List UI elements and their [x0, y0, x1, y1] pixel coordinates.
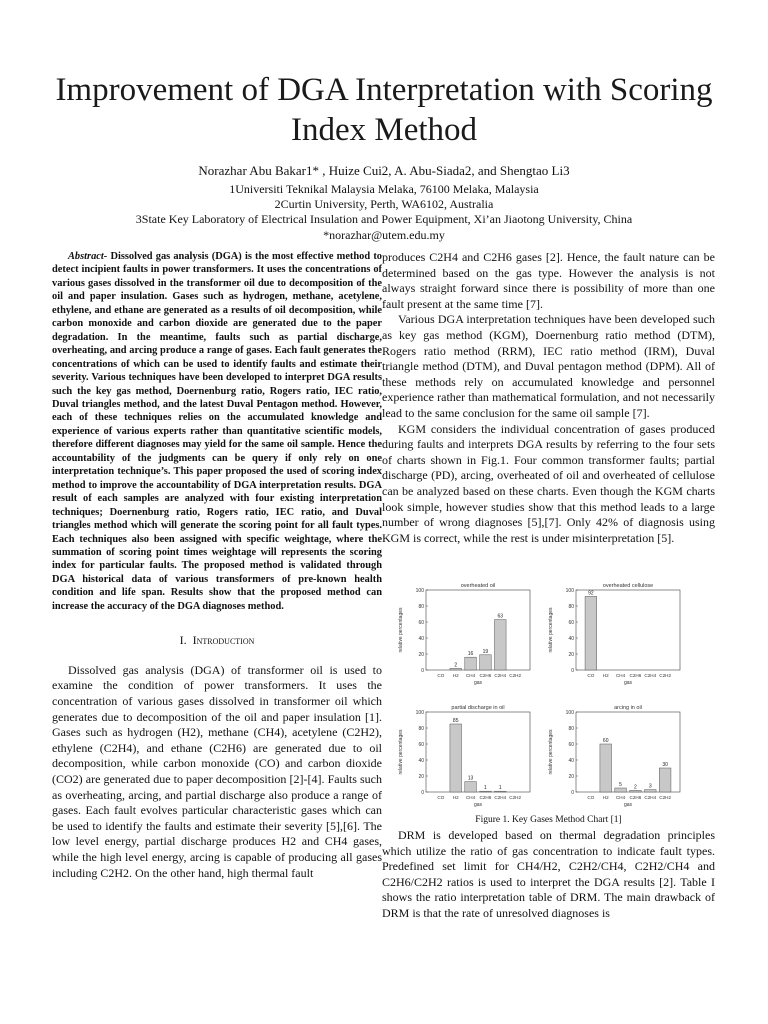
chart-0-bar-C2H6	[480, 655, 492, 670]
chart-1-xtick-label: C2H6	[629, 673, 642, 678]
chart-3-xtick-label: C2H4	[644, 795, 657, 800]
chart-0-ytick-label: 0	[421, 668, 424, 674]
affiliation-3: 3State Key Laboratory of Electrical Insulation and Power Equipment, Xi’an Jiaotong University, China	[135, 212, 633, 226]
chart-2-ytick-label: 80	[418, 726, 424, 732]
title-line-1: Improvement of DGA Interpretation with Scoring	[55, 72, 713, 108]
chart-1-xtick-label: CH4	[615, 673, 626, 678]
chart-0-xlabel: gas	[473, 680, 483, 686]
chart-0-frame	[426, 590, 530, 670]
chart-2-xtick-label: C2H4	[494, 795, 507, 800]
chart-1-ytick-label: 100	[565, 588, 574, 594]
right-paragraph-2: Various DGA interpretation techniques have been developed such as key gas method (KGM), Doernenburg ratio method (DTM), Rogers ratio method (RRM), IEC ratio method (IRM), Duval triangle method (DTM), and Duval pentagon method (DPM). All of these methods rely on accumulated knowledge and personnel experience rather than mathematical formulation, and not necessarily lead to the same conclusion for the same oil sample [7].	[382, 312, 715, 420]
chart-2-bar-H2	[450, 724, 462, 792]
chart-0-bar-H2	[450, 668, 462, 670]
intro-paragraph: Dissolved gas analysis (DGA) of transformer oil is used to examine the condition of power transformers. It uses the concentration of various gases dissolved in transformer oil which generates due to decomposition of the oil and paper insulation [1]. Gases such as hydrogen (H2), methane (CH4), acetylene (C2H2), ethylene (C2H4), and ethane (C2H6) are generated due to oil decomposition, while carbon monoxide (CO) and carbon dioxide (CO2) are generated due to paper decomposition [2]-[4]. Faults such as overheating, arcing, and partial discharge also produce a range of gases. Each fault evolves particular characteristic gases which can be used to identify the faults and estimate their severity [5],[6]. The low level energy, partial discharge produces H2 and CH4 gases, while the high level energy, arcing is capable of producing all gases including C2H2. On the other hand, high thermal fault	[52, 662, 382, 880]
chart-2-ytick-label: 60	[418, 742, 424, 748]
chart-2-title: partial discharge in oil	[451, 705, 505, 711]
chart-2-bar-C2H6	[480, 791, 492, 792]
figure-caption: Figure 1. Key Gases Method Chart [1]	[475, 815, 622, 825]
chart-0-bar-CH4	[465, 657, 477, 670]
chart-0-bar-C2H4	[494, 620, 506, 670]
drm-paragraph	[382, 828, 715, 922]
chart-2-xtick-label: CH4	[465, 795, 476, 800]
chart-1-xtick-label: CO	[587, 673, 595, 678]
chart-0-data-label: 19	[482, 648, 489, 655]
chart-0-xtick-label: C2H2	[509, 673, 522, 678]
chart-2-data-label: 13	[467, 775, 474, 782]
drm-paragraph-text: DRM is developed based on thermal degradation principles which utilize the ratio of gas concentration to indicate fault types. Predefined set limit for CH4/H2, C2H2/CH4, C2H2/CH4 and C2H6/C2H2 ratios is used to interpret the DGA results [2]. Table I shows the ratio interpretation table of DRM. The main drawback of DRM is that the rate of unresolved diagnoses is	[382, 828, 715, 920]
chart-3-ytick-label: 80	[568, 726, 574, 732]
chart-1-ytick-label: 20	[568, 652, 574, 658]
chart-3-xtick-label: CO	[587, 795, 595, 800]
right-paragraph-1: produces C2H4 and C2H6 gases [2]. Hence, the fault nature can be determined based on the gas type. However the analysis is not always straight forward since there is possibility of more than one fault present at the same time [7].	[382, 250, 715, 311]
chart-2-ylabel: relative percentages	[398, 729, 404, 775]
chart-2-xtick-label: C2H6	[479, 795, 492, 800]
paper-title	[40, 70, 728, 150]
chart-1-ytick-label: 80	[568, 604, 574, 610]
affiliation-2: 2Curtin University, Perth, WA6102, Australia	[274, 197, 494, 211]
authors: Norazhar Abu Bakar1* , Huize Cui2, A. Abu-Siada2, and Shengtao Li3	[198, 163, 570, 178]
title-line-2: Index Method	[290, 112, 478, 148]
chart-3-bar-C2H2	[659, 768, 671, 792]
abstract-text: Dissolved gas analysis (DGA) is the most effective method to detect incipient faults in power transformers. It uses the concentrations of various gases dissolved in the transformer oil due to decomposition of the oil and paper insulation. Gases such as hydrogen, methane, acetylene, ethylene, and ethane are generated as a results of oil decomposition, while carbon monoxide and carbon dioxide are generated due to the paper degradation. In the meantime, faults such as partial discharge, overheating, and arcing produce a range of gases. Each fault generates the concentrations of which can be used to identify faults and estimate their severity. Various techniques have been developed to interpret DGA results such the key gas method, Doernenburg ratio, Rogers ratio, IEC ratio, Duval triangles method, and the latest Duval Pentagon method. However, each of these techniques relies on the accumulated knowledge and experience of various experts rather than quantitative scientific models, therefore different diagnoses may yield for the same oil sample. Hence the accountability of the judgments can be query if only rely on one interpretation technique’s. This paper proposed the used of scoring index method to improve the accountability of DGA interpretation results. DGA result of each samples are analyzed with four existing interpretation techniques; Doernenburg ratio, Rogers ratio, IEC ratio, and Duval triangles method which will generate the scoring point for all fault types. Each techniques also been assigned with specific weightage, where the summation of scoring point times weightage will represents the scoring index for particular faults. The proposed method is validated through DGA historical data of various transformers of pre-known health condition and life span. Results show that the proposed method can increase the accuracy of the DGA diagnoses method.	[52, 251, 382, 612]
chart-3-bar-C2H6	[630, 790, 642, 792]
section-title: Introduction	[192, 633, 255, 648]
chart-1-xtick-label: C2H2	[659, 673, 672, 678]
chart-0-ytick-label: 80	[418, 604, 424, 610]
chart-0-xtick-label: C2H6	[479, 673, 492, 678]
chart-2-xtick-label: C2H2	[509, 795, 522, 800]
chart-0-xtick-label: CO	[437, 673, 445, 678]
chart-0-ylabel: relative percentages	[398, 607, 404, 653]
chart-1-xtick-label: H2	[602, 673, 609, 678]
chart-2-ytick-label: 100	[415, 710, 424, 716]
chart-0-ytick-label: 100	[415, 588, 424, 594]
affiliation-1: 1Universiti Teknikal Malaysia Melaka, 76100 Melaka, Malaysia	[229, 182, 539, 196]
chart-3-data-label: 3	[648, 783, 652, 790]
chart-2-ytick-label: 0	[421, 790, 424, 796]
chart-1-ytick-label: 40	[568, 636, 574, 642]
chart-1-bar-CO	[585, 596, 597, 670]
email: *norazhar@utem.edu.my	[323, 228, 445, 242]
chart-1-title: overheated cellulose	[602, 583, 654, 589]
chart-0-xtick-label: H2	[452, 673, 459, 678]
chart-0-title: overheated oil	[460, 583, 496, 589]
key-gases-figure	[392, 578, 692, 813]
chart-3-data-label: 2	[634, 784, 637, 791]
chart-3-title: arcing in oil	[614, 705, 642, 711]
chart-2-xtick-label: CO	[437, 795, 445, 800]
right-paragraph-3: KGM considers the individual concentration of gases produced during faults and interprets DGA results by referring to the four sets of charts shown in Fig.1. Four common transformer faults; partial discharge (PD), arcing, overheated of oil and overheated of cellulose can be analyzed based on these charts. Even though the KGM charts look simple, however studies show that this method leads to a large number of wrong diagnoses [5],[7]. Only 42% of diagnosis using KGM is correct, while the rest is under misinterpretation [5].	[382, 421, 715, 545]
chart-3-xtick-label: CH4	[615, 795, 626, 800]
chart-1-data-label: 92	[588, 590, 594, 597]
left-column	[52, 250, 382, 881]
chart-0-xtick-label: CH4	[465, 673, 476, 678]
chart-0-data-label: 2	[454, 662, 458, 669]
chart-1-xlabel: gas	[623, 680, 633, 686]
chart-3-xtick-label: C2H2	[659, 795, 672, 800]
chart-0-ytick-label: 40	[418, 636, 424, 642]
chart-2-xtick-label: H2	[452, 795, 459, 800]
chart-3-bar-CH4	[615, 788, 627, 792]
chart-0-data-label: 16	[467, 651, 474, 658]
chart-0-xtick-label: C2H4	[494, 673, 507, 678]
chart-3-bar-H2	[600, 744, 612, 792]
chart-3-ytick-label: 40	[568, 758, 574, 764]
chart-0-data-label: 63	[497, 613, 504, 620]
chart-2-data-label: 1	[484, 785, 487, 792]
abstract	[52, 250, 382, 613]
chart-2-xlabel: gas	[473, 802, 483, 808]
chart-3-xtick-label: H2	[602, 795, 609, 800]
section-heading	[52, 633, 382, 649]
section-number: I.	[179, 633, 187, 648]
chart-2-frame	[426, 712, 530, 792]
chart-3-data-label: 30	[662, 762, 668, 768]
chart-1-ytick-label: 0	[571, 668, 574, 674]
chart-2-bar-CH4	[465, 782, 477, 792]
chart-3-ytick-label: 60	[568, 742, 574, 748]
chart-3-ylabel: relative percentages	[548, 729, 554, 775]
chart-3-xlabel: gas	[623, 802, 633, 808]
abstract-label: Abstract-	[68, 251, 108, 262]
chart-3-xtick-label: C2H6	[629, 795, 642, 800]
chart-3-data-label: 60	[602, 738, 609, 744]
chart-3-ytick-label: 0	[571, 790, 574, 796]
chart-3-bar-C2H4	[644, 790, 656, 792]
chart-1-ytick-label: 60	[568, 620, 574, 626]
chart-1-xtick-label: C2H4	[644, 673, 657, 678]
chart-0-ytick-label: 60	[418, 620, 424, 626]
chart-3-data-label: 5	[619, 782, 622, 788]
chart-3-ytick-label: 100	[565, 710, 574, 716]
chart-1-ylabel: relative percentages	[548, 607, 554, 653]
chart-3-ytick-label: 20	[568, 774, 574, 780]
chart-2-ytick-label: 40	[418, 758, 424, 764]
right-column	[382, 250, 715, 546]
chart-2-data-label: 1	[498, 785, 502, 792]
chart-2-data-label: 85	[452, 718, 459, 724]
chart-2-ytick-label: 20	[418, 774, 424, 780]
chart-2-bar-C2H4	[494, 791, 506, 792]
chart-0-ytick-label: 20	[418, 652, 424, 658]
